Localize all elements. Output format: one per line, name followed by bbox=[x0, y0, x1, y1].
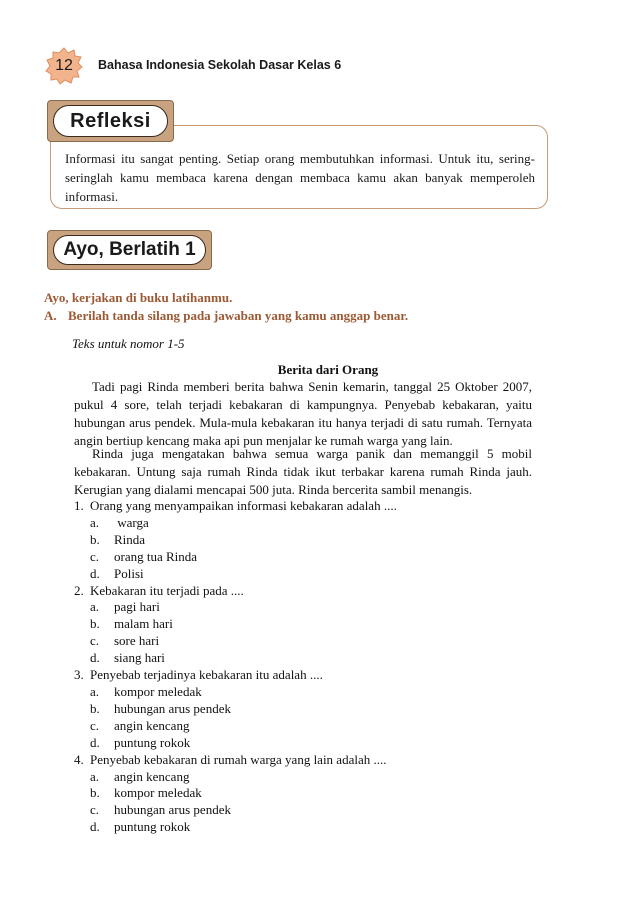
option-letter: c. bbox=[90, 802, 100, 818]
option-letter: c. bbox=[90, 633, 100, 649]
exercise-label-frame bbox=[47, 230, 212, 270]
option-text: Rinda bbox=[114, 531, 146, 547]
option-letter: b. bbox=[90, 785, 100, 801]
option[interactable] bbox=[74, 616, 397, 633]
question-number: 4. bbox=[74, 751, 84, 767]
question-4 bbox=[74, 752, 397, 837]
option-text: Polisi bbox=[114, 565, 144, 581]
question-1 bbox=[74, 498, 397, 583]
option-text: hubungan arus pendek bbox=[114, 700, 231, 716]
option-text: puntung rokok bbox=[114, 734, 191, 750]
question-number: 2. bbox=[74, 582, 84, 598]
option-text: angin kencang bbox=[114, 717, 190, 733]
reflection-label-frame bbox=[47, 100, 174, 142]
option-text: kompor meledak bbox=[114, 683, 202, 699]
option-text: warga bbox=[117, 514, 149, 530]
option-letter: b. bbox=[90, 531, 100, 547]
option[interactable] bbox=[74, 684, 397, 701]
option-letter: b. bbox=[90, 616, 100, 632]
question-number: 1. bbox=[74, 498, 84, 513]
option-text: puntung rokok bbox=[114, 819, 191, 835]
text-label: Teks untuk nomor 1-5 bbox=[72, 336, 185, 351]
option[interactable] bbox=[74, 769, 397, 786]
option-letter: a. bbox=[90, 599, 100, 615]
question-number: 3. bbox=[74, 667, 84, 683]
option[interactable] bbox=[74, 532, 397, 549]
page-number: 12 bbox=[55, 57, 73, 74]
option-letter: c. bbox=[90, 548, 100, 564]
option-letter: d. bbox=[90, 734, 100, 750]
section-letter: A. bbox=[44, 308, 57, 323]
question-list bbox=[74, 498, 397, 836]
option[interactable] bbox=[74, 633, 397, 650]
option-letter: c. bbox=[90, 717, 100, 733]
option-text: hubungan arus pendek bbox=[114, 802, 231, 818]
option-text: orang tua Rinda bbox=[114, 548, 198, 564]
book-title: Bahasa Indonesia Sekolah Dasar Kelas 6 bbox=[98, 58, 342, 72]
reflection-text: Informasi itu sangat penting. Setiap orang membutuhkan informasi. Untuk itu, sering-seringlah kamu membaca karena dengan membaca kamu akan banyak memperoleh informasi. bbox=[65, 151, 535, 204]
question-text: Penyebab kebakaran di rumah warga yang lain adalah .... bbox=[90, 751, 387, 767]
option-letter: d. bbox=[90, 819, 100, 835]
question-text: Orang yang menyampaikan informasi kebakaran adalah .... bbox=[90, 498, 397, 513]
option[interactable] bbox=[74, 650, 397, 667]
exercise-label: Ayo, Berlatih 1 bbox=[53, 235, 206, 265]
option-text: angin kencang bbox=[114, 768, 190, 784]
option[interactable] bbox=[74, 566, 397, 583]
option-letter: b. bbox=[90, 700, 100, 716]
option[interactable] bbox=[74, 735, 397, 752]
section-instruction bbox=[44, 308, 408, 324]
question-text: Penyebab terjadinya kebakaran itu adalah .... bbox=[90, 667, 323, 683]
option-letter: d. bbox=[90, 565, 100, 581]
question-2 bbox=[74, 583, 397, 668]
option-text: kompor meledak bbox=[114, 785, 202, 801]
option-text: malam hari bbox=[114, 616, 173, 632]
option[interactable] bbox=[74, 819, 397, 836]
option[interactable] bbox=[74, 515, 397, 532]
option-letter: a. bbox=[90, 514, 100, 530]
reflection-label: Refleksi bbox=[53, 105, 168, 137]
question-text: Kebakaran itu terjadi pada .... bbox=[90, 582, 244, 598]
story-paragraph-2: Rinda juga mengatakan bahwa semua warga panik dan memanggil 5 mobil kebakaran. Untung saja rumah Rinda tidak ikut terbakar karena rumah Rinda jauh. Kerugian yang dialami mencapai 500 juta. Rinda bercerita sambil menangis. bbox=[74, 446, 532, 497]
option[interactable] bbox=[74, 802, 397, 819]
question-3 bbox=[74, 667, 397, 752]
option-letter: d. bbox=[90, 650, 100, 666]
option[interactable] bbox=[74, 599, 397, 616]
story-title: Berita dari Orang bbox=[277, 362, 379, 377]
option[interactable] bbox=[74, 701, 397, 718]
option-text: sore hari bbox=[114, 633, 160, 649]
option-text: pagi hari bbox=[114, 599, 160, 615]
page-number-badge bbox=[44, 46, 84, 86]
exercise-instruction: Ayo, kerjakan di buku latihanmu. bbox=[44, 290, 233, 305]
option[interactable] bbox=[74, 718, 397, 735]
section-text: Berilah tanda silang pada jawaban yang kamu anggap benar. bbox=[68, 308, 409, 323]
option-text: siang hari bbox=[114, 650, 165, 666]
option[interactable] bbox=[74, 549, 397, 566]
option[interactable] bbox=[74, 785, 397, 802]
option-letter: a. bbox=[90, 768, 100, 784]
story-paragraph-1: Tadi pagi Rinda memberi berita bahwa Senin kemarin, tanggal 25 Oktober 2007, pukul 4 sore, telah terjadi kebakaran di kampungnya. Penyebab kebakaran, yaitu hubungan arus pendek. Mula-mula kebakaran itu hanya terjadi di satu rumah. Ternyata angin bertiup kencang maka api pun menjalar ke rumah warga yang lain. bbox=[74, 379, 532, 448]
option-letter: a. bbox=[90, 683, 100, 699]
